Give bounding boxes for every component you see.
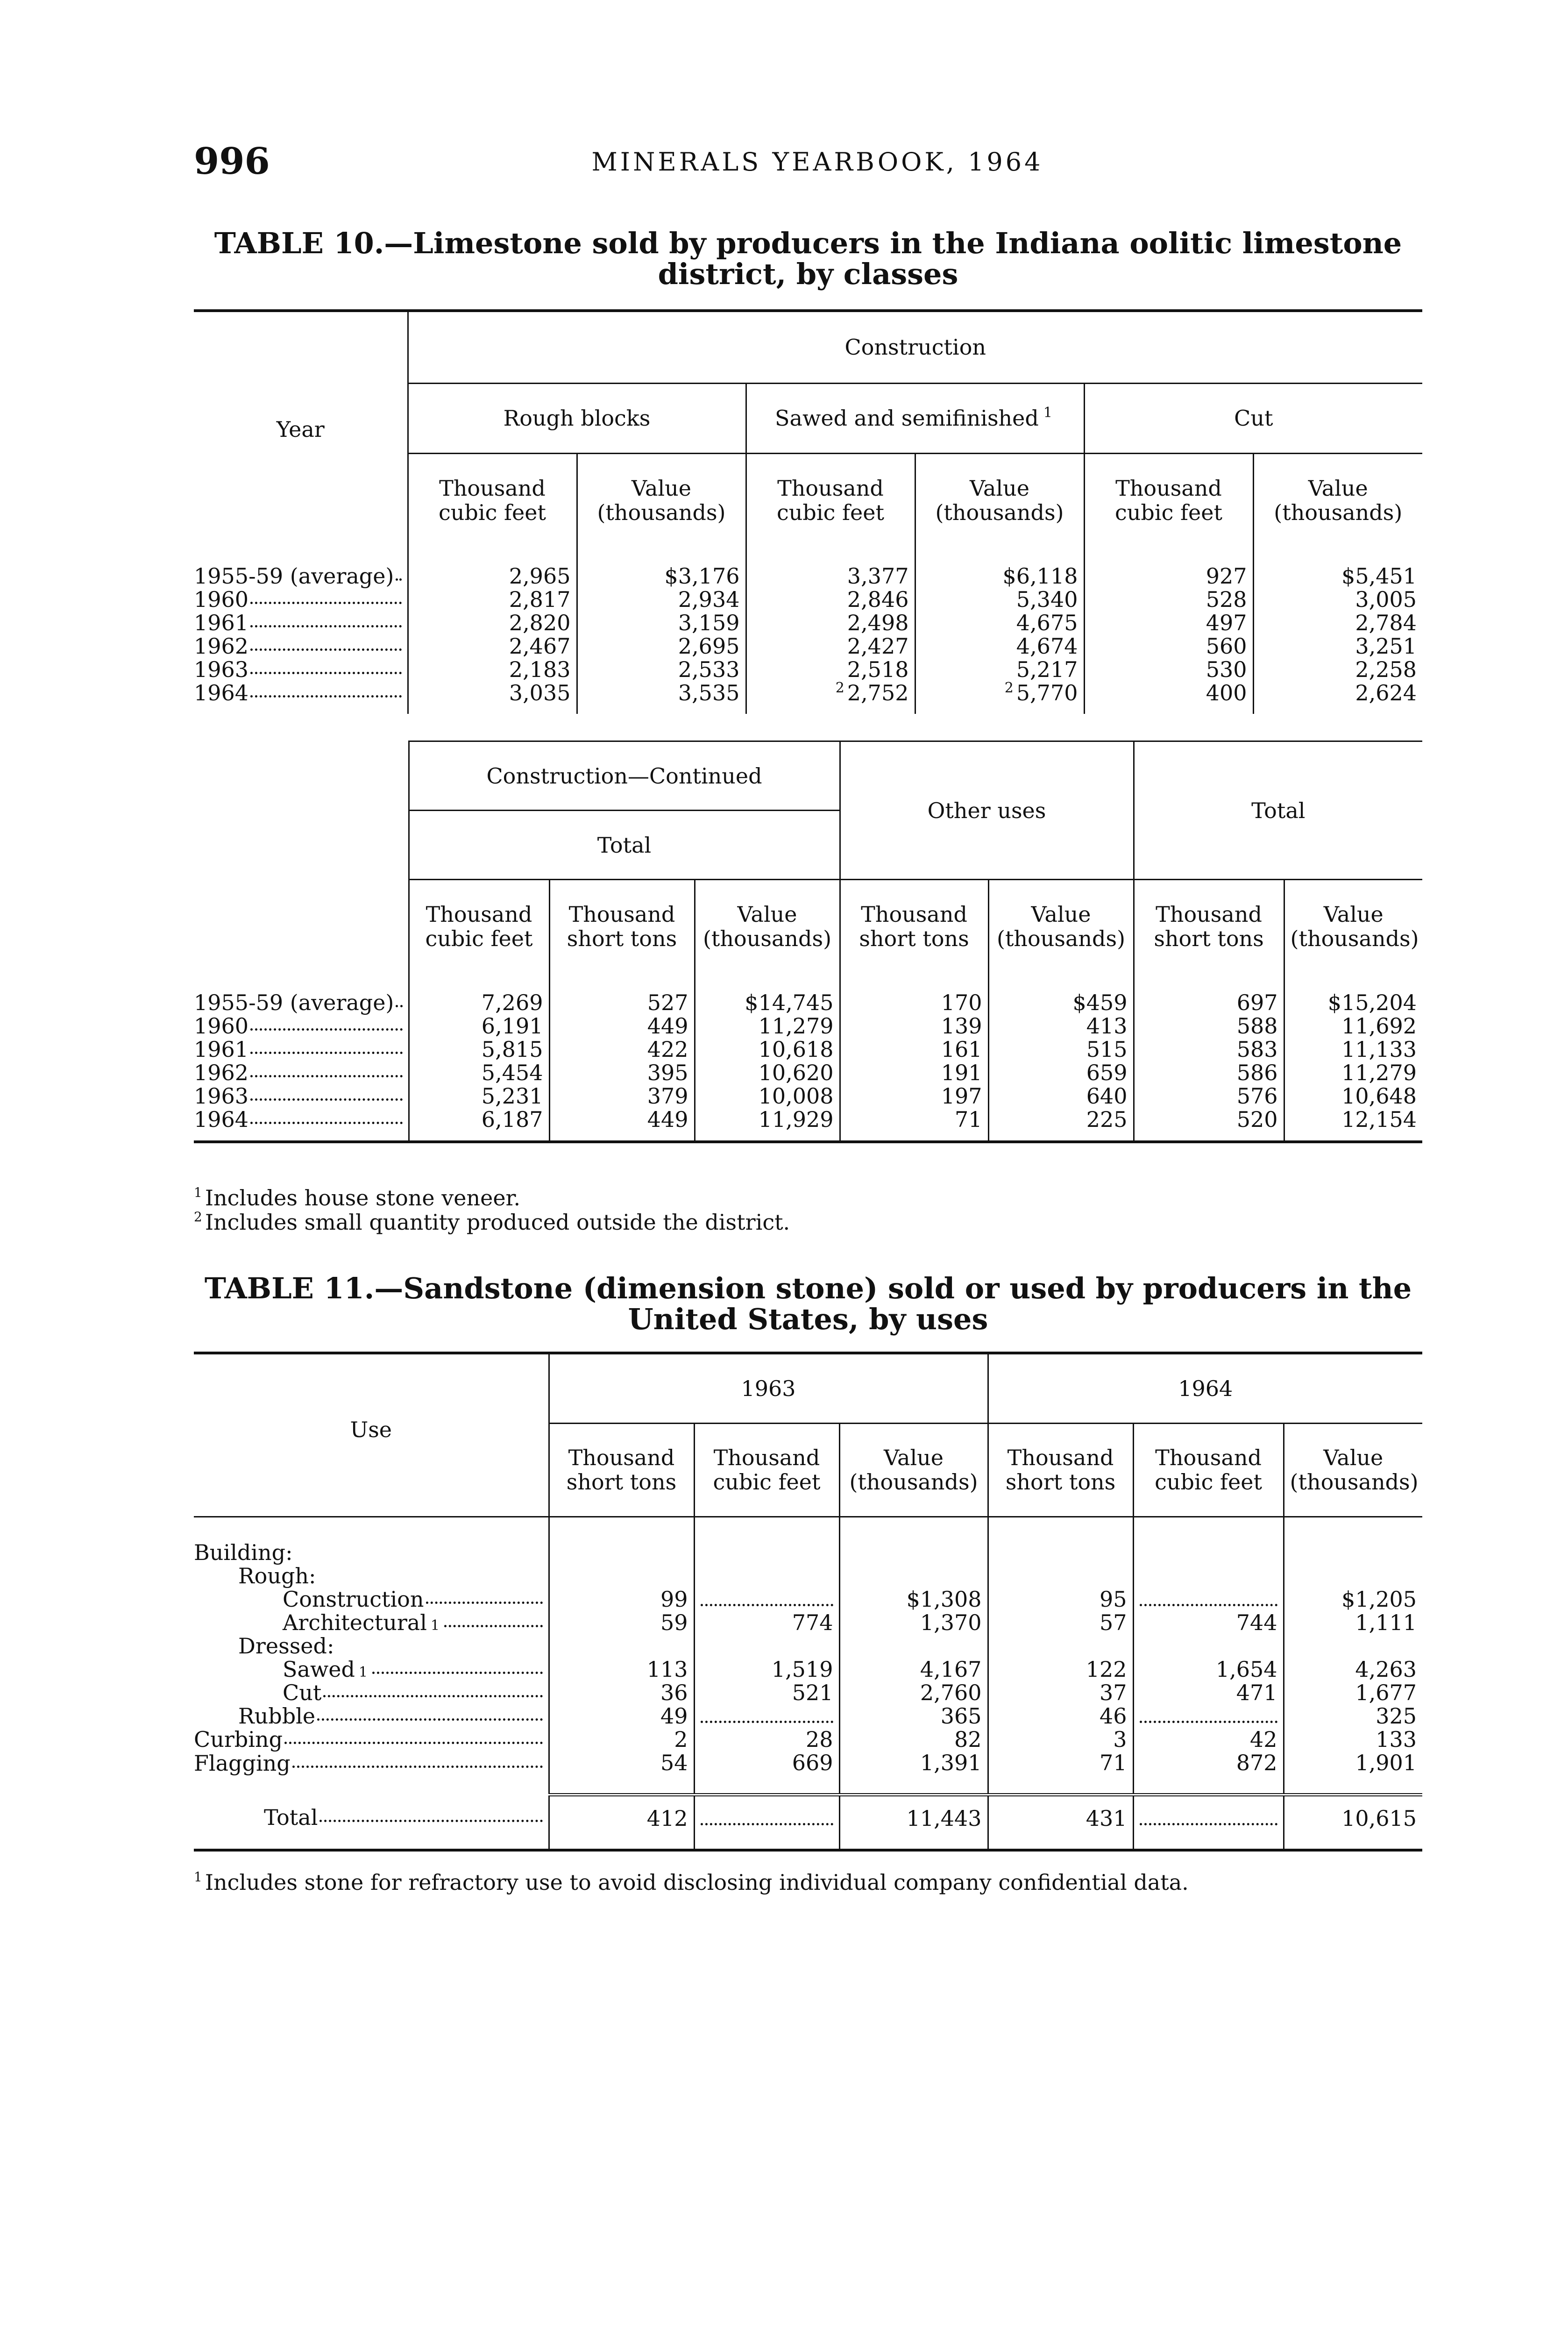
data-cell: 530 <box>1084 658 1253 681</box>
data-cell: 1,111 <box>1284 1611 1422 1634</box>
data-cell: 197 <box>840 1084 988 1108</box>
data-cell: 2,965 <box>408 547 577 588</box>
dot-leader <box>323 1695 542 1697</box>
data-cell: 57 <box>988 1611 1133 1634</box>
data-cell: 659 <box>988 1061 1134 1084</box>
data-cell: 4,167 <box>839 1658 988 1681</box>
data-cell: 71 <box>840 1108 988 1142</box>
empty-leader <box>1140 1592 1277 1606</box>
data-cell: 2,498 <box>746 611 915 634</box>
data-cell: 697 <box>1134 973 1284 1014</box>
row-label-text: Building: <box>194 1539 293 1565</box>
data-cell: 3,377 <box>746 547 915 588</box>
table-row <box>194 1084 1422 1108</box>
group-header <box>1084 383 1422 453</box>
row-label-text: 1962 <box>194 634 249 659</box>
year-1964-header: 1964 <box>988 1353 1422 1423</box>
empty-cell <box>1133 1634 1284 1658</box>
footnote-mark: 1 <box>431 1617 440 1634</box>
data-cell: $1,308 <box>839 1588 988 1611</box>
data-cell: 3,005 <box>1253 588 1422 611</box>
data-cell: 7,269 <box>409 973 549 1014</box>
data-cell: 4,675 <box>915 611 1084 634</box>
total-cell: 10,615 <box>1284 1795 1422 1850</box>
data-cell: $6,118 <box>915 547 1084 588</box>
table-row <box>194 1728 1422 1751</box>
row-label <box>194 1681 549 1704</box>
empty-cell <box>988 1634 1133 1658</box>
row-label <box>194 1658 549 1681</box>
year-1963-header: 1963 <box>549 1353 988 1423</box>
data-cell: 10,008 <box>695 1084 840 1108</box>
row-label <box>194 1061 409 1084</box>
data-cell: 527 <box>549 973 695 1014</box>
data-cell: 4,263 <box>1284 1658 1422 1681</box>
empty-cell <box>1284 1564 1422 1588</box>
dot-leader <box>250 602 401 604</box>
dot-leader <box>250 648 401 651</box>
column-subheader: Thousand cubic feet <box>1133 1423 1284 1517</box>
table10-footnotes <box>194 1186 790 1234</box>
data-cell: 10,618 <box>695 1038 840 1061</box>
data-cell: 1,677 <box>1284 1681 1422 1704</box>
other-uses-header: Other uses <box>840 741 1134 880</box>
data-cell: 774 <box>694 1611 839 1634</box>
column-subheader: Value (thousands) <box>988 880 1134 973</box>
data-cell: 325 <box>1284 1704 1422 1728</box>
data-cell: 576 <box>1134 1084 1284 1108</box>
empty-cell <box>839 1517 988 1564</box>
data-cell: 395 <box>549 1061 695 1084</box>
empty-cell <box>1133 1517 1284 1564</box>
data-cell: 2,784 <box>1253 611 1422 634</box>
row-label-text: 1960 <box>194 1013 249 1039</box>
data-cell: 1,654 <box>1133 1658 1284 1681</box>
row-label-text: Rubble <box>238 1703 316 1729</box>
dot-leader <box>250 1098 402 1101</box>
total-header: Total <box>1134 741 1422 880</box>
data-cell: 225 <box>988 1108 1134 1142</box>
construction-continued-header: Construction—Continued <box>409 741 840 811</box>
data-cell: 71 <box>988 1751 1133 1795</box>
table11 <box>194 1352 1422 1852</box>
data-cell: 365 <box>839 1704 988 1728</box>
data-cell: 10,648 <box>1284 1084 1422 1108</box>
dot-leader <box>250 1075 402 1077</box>
row-label <box>194 547 408 588</box>
row-label <box>194 1704 549 1728</box>
total-cell <box>1133 1795 1284 1850</box>
data-cell: 2,518 <box>746 658 915 681</box>
data-cell: 11,279 <box>695 1014 840 1038</box>
group-label: Sawed and semifinished <box>775 406 1039 431</box>
column-subheader: Thousand short tons <box>1134 880 1284 973</box>
data-cell: 1,901 <box>1284 1751 1422 1795</box>
group-label: Cut <box>1234 406 1273 431</box>
row-label-text: Flagging <box>194 1751 291 1776</box>
table-row <box>194 1704 1422 1728</box>
table-row <box>194 634 1422 658</box>
table11-footnotes <box>194 1870 1189 1894</box>
row-label <box>194 1517 549 1564</box>
column-subheader: Value (thousands) <box>1284 1423 1422 1517</box>
data-cell: 10,620 <box>695 1061 840 1084</box>
column-subheader: Thousand cubic feet <box>409 880 549 973</box>
data-cell: 191 <box>840 1061 988 1084</box>
group-header <box>746 383 1084 453</box>
empty-cell <box>549 1564 694 1588</box>
cell-value: 5,770 <box>1016 680 1078 705</box>
construction-total-header: Total <box>409 811 840 880</box>
data-cell: 99 <box>549 1588 694 1611</box>
table-row <box>194 1634 1422 1658</box>
table-row <box>194 1611 1422 1634</box>
row-label <box>194 1751 549 1795</box>
table-row <box>194 1517 1422 1564</box>
data-cell: 12,154 <box>1284 1108 1422 1142</box>
row-label-text: 1961 <box>194 1036 249 1062</box>
table10-part1 <box>194 309 1422 714</box>
row-label-text: 1964 <box>194 1106 249 1132</box>
data-cell: 2,258 <box>1253 658 1422 681</box>
row-label <box>194 1795 549 1850</box>
data-cell: $3,176 <box>577 547 746 588</box>
data-cell: 4,674 <box>915 634 1084 658</box>
footnote-2: $^2$ Includes small quantity produced outside the district. <box>194 1209 790 1235</box>
row-label <box>194 1038 409 1061</box>
data-cell <box>746 681 915 714</box>
data-cell: 46 <box>988 1704 1133 1728</box>
row-label <box>194 1108 409 1142</box>
year-header: Year <box>276 417 325 442</box>
row-label-text: Total <box>264 1804 318 1830</box>
data-cell: 11,133 <box>1284 1038 1422 1061</box>
data-cell <box>694 1588 839 1611</box>
cell-value: 2,752 <box>847 680 909 705</box>
data-cell: 2,934 <box>577 588 746 611</box>
table10-title: TABLE 10.—Limestone sold by producers in the Indiana oolitic limestone district, by classes <box>214 226 1402 291</box>
data-cell: 927 <box>1084 547 1253 588</box>
data-cell: 2,846 <box>746 588 915 611</box>
dot-leader <box>250 1052 402 1054</box>
dot-leader <box>250 695 401 698</box>
total-cell: 11,443 <box>839 1795 988 1850</box>
table-row <box>194 1751 1422 1795</box>
empty-cell <box>1284 1517 1422 1564</box>
column-subheader: Thousand short tons <box>988 1423 1133 1517</box>
data-cell: 588 <box>1134 1014 1284 1038</box>
row-label <box>194 1564 549 1588</box>
table-row <box>194 1038 1422 1061</box>
data-cell: 49 <box>549 1704 694 1728</box>
data-cell: $459 <box>988 973 1134 1014</box>
data-cell: $15,204 <box>1284 973 1422 1014</box>
dot-leader <box>396 578 401 581</box>
data-cell: 2,817 <box>408 588 577 611</box>
data-cell: 449 <box>549 1014 695 1038</box>
data-cell: $14,745 <box>695 973 840 1014</box>
data-cell: 2,183 <box>408 658 577 681</box>
dot-leader <box>250 1122 402 1124</box>
data-cell: 122 <box>988 1658 1133 1681</box>
footnote-mark: 2 <box>835 680 844 696</box>
total-cell <box>694 1795 839 1850</box>
total-cell: 412 <box>549 1795 694 1850</box>
footnote-mark: 2 <box>1004 680 1014 696</box>
empty-cell <box>1133 1564 1284 1588</box>
data-cell: 640 <box>988 1084 1134 1108</box>
data-cell: 2,760 <box>839 1681 988 1704</box>
row-label-text: 1962 <box>194 1060 249 1085</box>
row-label <box>194 1728 549 1751</box>
data-cell: 11,929 <box>695 1108 840 1142</box>
column-subheader: Value (thousands) <box>1253 453 1422 547</box>
column-subheader: Thousand short tons <box>549 1423 694 1517</box>
empty-cell <box>988 1564 1133 1588</box>
table-row <box>194 1061 1422 1084</box>
data-cell: 5,217 <box>915 658 1084 681</box>
table-row <box>194 611 1422 634</box>
row-label-text: 1963 <box>194 657 249 682</box>
row-label-text: Rough: <box>238 1563 316 1588</box>
data-cell: 11,279 <box>1284 1061 1422 1084</box>
table-row <box>194 1658 1422 1681</box>
data-cell: 170 <box>840 973 988 1014</box>
footnote-1: $^1$ Includes stone for refractory use to avoid disclosing individual company confidential data. <box>194 1869 1189 1895</box>
data-cell: 744 <box>1133 1611 1284 1634</box>
empty-cell <box>694 1517 839 1564</box>
row-label <box>194 611 408 634</box>
dot-leader <box>284 1742 542 1744</box>
row-label <box>194 658 408 681</box>
empty-leader <box>701 1709 833 1723</box>
row-label-text: Cut <box>283 1680 322 1705</box>
data-cell: 59 <box>549 1611 694 1634</box>
data-cell: 5,231 <box>409 1084 549 1108</box>
data-cell: 515 <box>988 1038 1134 1061</box>
group-label: Rough blocks <box>503 406 651 431</box>
empty-leader <box>701 1811 833 1825</box>
data-cell <box>915 681 1084 714</box>
dot-leader <box>250 672 401 674</box>
group-header <box>408 383 746 453</box>
table11-title: TABLE 11.—Sandstone (dimension stone) sold or used by producers in the United States, by uses <box>204 1271 1412 1336</box>
dot-leader <box>444 1625 542 1627</box>
table-row <box>194 1681 1422 1704</box>
data-cell: 6,187 <box>409 1108 549 1142</box>
table-row <box>194 547 1422 588</box>
data-cell: 5,815 <box>409 1038 549 1061</box>
data-cell: 669 <box>694 1751 839 1795</box>
running-head: MINERALS YEARBOOK, 1964 <box>591 147 1043 177</box>
data-cell: 521 <box>694 1681 839 1704</box>
dot-leader <box>372 1672 542 1674</box>
footnote-mark: 1 <box>1043 405 1052 421</box>
row-label-text: 1955-59 (average) <box>194 563 394 589</box>
data-cell: 520 <box>1134 1108 1284 1142</box>
data-cell: 1,391 <box>839 1751 988 1795</box>
data-cell: 449 <box>549 1108 695 1142</box>
data-cell: 2,427 <box>746 634 915 658</box>
column-subheader: Thousand cubic feet <box>408 453 577 547</box>
empty-cell <box>1284 1634 1422 1658</box>
data-cell: 113 <box>549 1658 694 1681</box>
row-label <box>194 634 408 658</box>
data-cell: $5,451 <box>1253 547 1422 588</box>
data-cell: 37 <box>988 1681 1133 1704</box>
row-label <box>194 1084 409 1108</box>
data-cell: 36 <box>549 1681 694 1704</box>
empty-leader <box>701 1592 833 1606</box>
empty-cell <box>988 1517 1133 1564</box>
column-subheader: Thousand cubic feet <box>694 1423 839 1517</box>
row-label-text: Construction <box>283 1586 424 1612</box>
footnote-1: $^1$ Includes house stone veneer. <box>194 1185 521 1211</box>
row-label <box>194 588 408 611</box>
data-cell: 2 <box>549 1728 694 1751</box>
empty-leader <box>1140 1811 1277 1825</box>
data-cell: 497 <box>1084 611 1253 634</box>
column-subheader: Thousand short tons <box>840 880 988 973</box>
data-cell: 400 <box>1084 681 1253 714</box>
row-label-text: Dressed: <box>238 1633 334 1659</box>
total-row <box>194 1795 1422 1850</box>
column-subheader: Value (thousands) <box>915 453 1084 547</box>
data-cell: 133 <box>1284 1728 1422 1751</box>
dot-leader <box>250 1028 402 1031</box>
table-row <box>194 658 1422 681</box>
dot-leader <box>317 1718 542 1721</box>
data-cell: 6,191 <box>409 1014 549 1038</box>
empty-cell <box>549 1634 694 1658</box>
data-cell: 3,159 <box>577 611 746 634</box>
data-cell: 1,519 <box>694 1658 839 1681</box>
data-cell: 139 <box>840 1014 988 1038</box>
data-cell: $1,205 <box>1284 1588 1422 1611</box>
data-cell: 3 <box>988 1728 1133 1751</box>
data-cell: 2,624 <box>1253 681 1422 714</box>
data-cell: 42 <box>1133 1728 1284 1751</box>
data-cell: 2,820 <box>408 611 577 634</box>
dot-leader <box>319 1820 542 1822</box>
data-cell: 528 <box>1084 588 1253 611</box>
row-label-text: 1955-59 (average) <box>194 990 394 1015</box>
row-label-text: Architectural <box>283 1610 427 1635</box>
data-cell: 95 <box>988 1588 1133 1611</box>
data-cell: 5,454 <box>409 1061 549 1084</box>
table-row <box>194 1564 1422 1588</box>
column-subheader: Value (thousands) <box>577 453 746 547</box>
table-row <box>194 681 1422 714</box>
column-subheader: Thousand cubic feet <box>1084 453 1253 547</box>
column-subheader: Value (thousands) <box>1284 880 1422 973</box>
page-number: 996 <box>194 140 270 183</box>
empty-cell <box>694 1634 839 1658</box>
row-label <box>194 1611 549 1634</box>
data-cell: 161 <box>840 1038 988 1061</box>
empty-cell <box>839 1634 988 1658</box>
data-cell: 82 <box>839 1728 988 1751</box>
use-header: Use <box>194 1353 549 1517</box>
data-cell: 3,535 <box>577 681 746 714</box>
data-cell <box>1133 1704 1284 1728</box>
column-subheader: Value (thousands) <box>839 1423 988 1517</box>
table-row <box>194 1588 1422 1611</box>
column-subheader: Value (thousands) <box>695 880 840 973</box>
data-cell: 3,035 <box>408 681 577 714</box>
dot-leader <box>396 1005 402 1007</box>
row-label-text: 1963 <box>194 1083 249 1109</box>
data-cell: 413 <box>988 1014 1134 1038</box>
row-label <box>194 1634 549 1658</box>
dot-leader <box>426 1602 543 1604</box>
row-label-text: 1961 <box>194 610 249 635</box>
data-cell <box>1133 1588 1284 1611</box>
data-cell: 422 <box>549 1038 695 1061</box>
row-label <box>194 1014 409 1038</box>
column-subheader: Thousand short tons <box>549 880 695 973</box>
table-row <box>194 588 1422 611</box>
empty-leader <box>1140 1709 1277 1723</box>
data-cell: 54 <box>549 1751 694 1795</box>
footnote-mark: 1 <box>358 1664 368 1681</box>
data-cell: 379 <box>549 1084 695 1108</box>
table-row <box>194 1108 1422 1142</box>
data-cell: 586 <box>1134 1061 1284 1084</box>
data-cell: 1,370 <box>839 1611 988 1634</box>
empty-cell <box>839 1564 988 1588</box>
construction-header: Construction <box>408 311 1422 383</box>
total-cell: 431 <box>988 1795 1133 1850</box>
data-cell: 2,695 <box>577 634 746 658</box>
data-cell: 583 <box>1134 1038 1284 1061</box>
row-label-text: Curbing <box>194 1726 283 1752</box>
table-row <box>194 1014 1422 1038</box>
row-label-text: 1964 <box>194 680 249 705</box>
row-label <box>194 681 408 714</box>
dot-leader <box>292 1766 543 1768</box>
data-cell: 471 <box>1133 1681 1284 1704</box>
row-label <box>194 1588 549 1611</box>
empty-cell <box>549 1517 694 1564</box>
table-row <box>194 973 1422 1014</box>
empty-cell <box>694 1564 839 1588</box>
data-cell: 2,533 <box>577 658 746 681</box>
data-cell: 3,251 <box>1253 634 1422 658</box>
data-cell: 11,692 <box>1284 1014 1422 1038</box>
data-cell: 5,340 <box>915 588 1084 611</box>
data-cell: 560 <box>1084 634 1253 658</box>
dot-leader <box>250 625 401 627</box>
row-label-text: Sawed <box>283 1656 355 1682</box>
table10-part2 <box>194 741 1422 1143</box>
data-cell: 28 <box>694 1728 839 1751</box>
column-subheader: Thousand cubic feet <box>746 453 915 547</box>
data-cell: 872 <box>1133 1751 1284 1795</box>
row-label-text: 1960 <box>194 587 249 612</box>
row-label <box>194 973 409 1014</box>
data-cell <box>694 1704 839 1728</box>
data-cell: 2,467 <box>408 634 577 658</box>
